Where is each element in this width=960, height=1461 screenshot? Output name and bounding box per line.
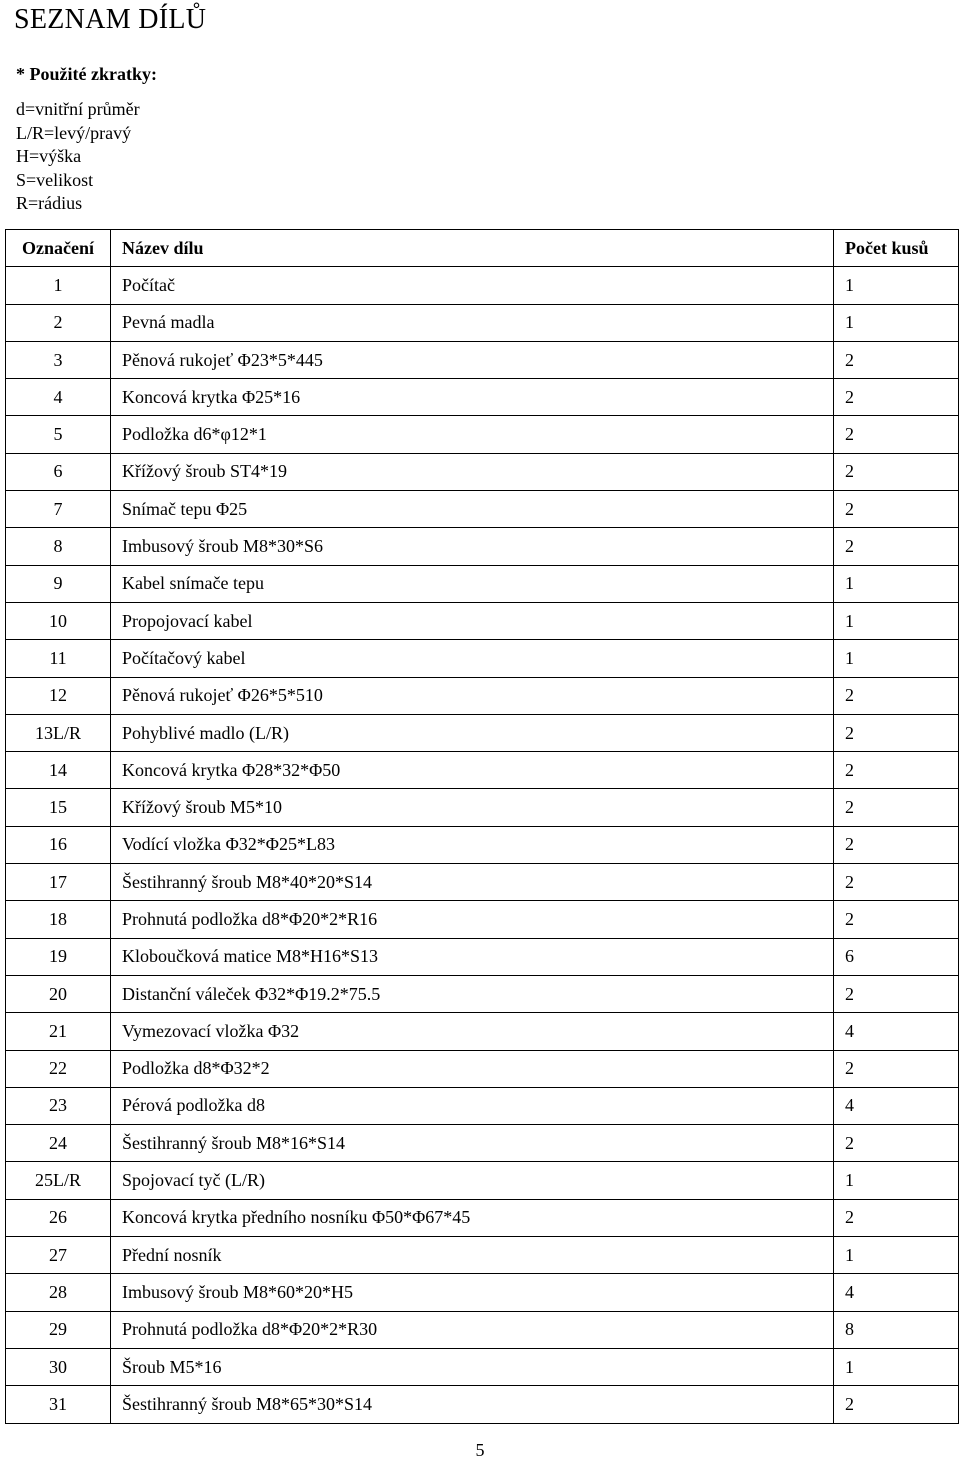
part-code-cell: 14 — [6, 752, 111, 789]
part-name-cell: Šroub M5*16 — [111, 1348, 834, 1385]
part-name-cell: Koncová krytka Φ28*32*Φ50 — [111, 752, 834, 789]
header-name: Název dílu — [111, 230, 834, 267]
part-code-cell: 8 — [6, 528, 111, 565]
part-name-cell: Pohyblivé madlo (L/R) — [111, 714, 834, 751]
part-qty-cell: 8 — [834, 1311, 959, 1348]
part-name-cell: Šestihranný šroub M8*16*S14 — [111, 1125, 834, 1162]
part-code-cell: 31 — [6, 1386, 111, 1423]
part-qty-cell: 2 — [834, 1125, 959, 1162]
part-code-cell: 24 — [6, 1125, 111, 1162]
table-row — [6, 714, 959, 751]
part-name-cell: Imbusový šroub M8*60*20*H5 — [111, 1274, 834, 1311]
part-code-cell: 23 — [6, 1087, 111, 1124]
table-row — [6, 267, 959, 304]
part-code-cell: 5 — [6, 416, 111, 453]
part-name-cell: Počítačový kabel — [111, 640, 834, 677]
part-code-cell: 12 — [6, 677, 111, 714]
part-name-cell: Pevná madla — [111, 304, 834, 341]
part-code-cell: 10 — [6, 602, 111, 639]
part-name-cell: Pérová podložka d8 — [111, 1087, 834, 1124]
part-code-cell: 25L/R — [6, 1162, 111, 1199]
table-row — [6, 1125, 959, 1162]
part-qty-cell: 2 — [834, 491, 959, 528]
abbreviation-item: d=vnitřní průměr — [16, 99, 140, 119]
part-qty-cell: 2 — [834, 864, 959, 901]
part-qty-cell: 4 — [834, 1087, 959, 1124]
part-name-cell: Kloboučková matice M8*H16*S13 — [111, 938, 834, 975]
part-name-cell: Propojovací kabel — [111, 602, 834, 639]
table-row — [6, 565, 959, 602]
part-code-cell: 4 — [6, 379, 111, 416]
part-qty-cell: 4 — [834, 1013, 959, 1050]
part-qty-cell: 2 — [834, 416, 959, 453]
part-name-cell: Distanční váleček Φ32*Φ19.2*75.5 — [111, 975, 834, 1012]
part-code-cell: 9 — [6, 565, 111, 602]
part-code-cell: 3 — [6, 341, 111, 378]
table-row — [6, 938, 959, 975]
abbreviation-item: R=rádius — [16, 193, 83, 214]
part-code-cell: 18 — [6, 901, 111, 938]
abbreviation-item: H=výška — [16, 146, 82, 167]
header-qty: Počet kusů — [834, 230, 959, 267]
table-row — [6, 1311, 959, 1348]
table-row — [6, 1087, 959, 1124]
part-code-cell: 30 — [6, 1348, 111, 1385]
table-row — [6, 1386, 959, 1423]
part-code-cell: 28 — [6, 1274, 111, 1311]
table-row — [6, 1199, 959, 1236]
part-name-cell: Snímač tepu Φ25 — [111, 491, 834, 528]
table-row — [6, 789, 959, 826]
part-qty-cell: 1 — [834, 1162, 959, 1199]
table-row — [6, 528, 959, 565]
part-qty-cell: 2 — [834, 975, 959, 1012]
part-code-cell: 20 — [6, 975, 111, 1012]
table-row — [6, 677, 959, 714]
table-row — [6, 453, 959, 490]
part-qty-cell: 1 — [834, 267, 959, 304]
part-name-cell: Prohnutá podložka d8*Φ20*2*R30 — [111, 1311, 834, 1348]
part-qty-cell: 2 — [834, 528, 959, 565]
table-row — [6, 1162, 959, 1199]
part-code-cell: 26 — [6, 1199, 111, 1236]
table-row — [6, 1237, 959, 1274]
part-qty-cell: 2 — [834, 1386, 959, 1423]
part-code-cell: 27 — [6, 1237, 111, 1274]
part-name-cell: Spojovací tyč (L/R) — [111, 1162, 834, 1199]
part-code-cell: 13L/R — [6, 714, 111, 751]
part-code-cell: 15 — [6, 789, 111, 826]
part-name-cell: Pěnová rukojeť Φ23*5*445 — [111, 341, 834, 378]
table-row — [6, 491, 959, 528]
table-row — [6, 975, 959, 1012]
part-qty-cell: 2 — [834, 341, 959, 378]
part-qty-cell: 2 — [834, 714, 959, 751]
part-qty-cell: 2 — [834, 1199, 959, 1236]
part-code-cell: 19 — [6, 938, 111, 975]
abbreviation-item: S=velikost — [16, 169, 94, 190]
part-code-cell: 7 — [6, 491, 111, 528]
table-row — [6, 640, 959, 677]
part-name-cell: Pěnová rukojeť Φ26*5*510 — [111, 677, 834, 714]
part-code-cell: 11 — [6, 640, 111, 677]
part-name-cell: Koncová krytka Φ25*16 — [111, 379, 834, 416]
header-code: Označení — [6, 230, 111, 267]
part-code-cell: 17 — [6, 864, 111, 901]
part-qty-cell: 1 — [834, 1237, 959, 1274]
table-row — [6, 341, 959, 378]
part-code-cell: 2 — [6, 304, 111, 341]
part-qty-cell: 1 — [834, 565, 959, 602]
table-row — [6, 752, 959, 789]
part-name-cell: Křížový šroub M5*10 — [111, 789, 834, 826]
part-name-cell: Šestihranný šroub M8*40*20*S14 — [111, 864, 834, 901]
abbreviations-list — [16, 98, 140, 216]
part-name-cell: Křížový šroub ST4*19 — [111, 453, 834, 490]
table-row — [6, 901, 959, 938]
table-row — [6, 1050, 959, 1087]
part-code-cell: 6 — [6, 453, 111, 490]
part-name-cell: Podložka d6*φ12*1 — [111, 416, 834, 453]
table-row — [6, 1013, 959, 1050]
part-name-cell: Přední nosník — [111, 1237, 834, 1274]
part-name-cell: Vodící vložka Φ32*Φ25*L83 — [111, 826, 834, 863]
part-name-cell: Prohnutá podložka d8*Φ20*2*R16 — [111, 901, 834, 938]
part-name-cell: Koncová krytka předního nosníku Φ50*Φ67*45 — [111, 1199, 834, 1236]
part-name-cell: Šestihranný šroub M8*65*30*S14 — [111, 1386, 834, 1423]
part-code-cell: 16 — [6, 826, 111, 863]
part-qty-cell: 2 — [834, 379, 959, 416]
part-qty-cell: 2 — [834, 826, 959, 863]
part-qty-cell: 2 — [834, 789, 959, 826]
part-qty-cell: 2 — [834, 453, 959, 490]
part-name-cell: Imbusový šroub M8*30*S6 — [111, 528, 834, 565]
abbreviation-item: L/R=levý/pravý — [16, 122, 132, 143]
table-row — [6, 864, 959, 901]
abbreviations-heading: * Použité zkratky: — [16, 64, 157, 84]
part-name-cell: Kabel snímače tepu — [111, 565, 834, 602]
parts-table-body — [6, 267, 959, 1423]
part-qty-cell: 2 — [834, 901, 959, 938]
part-code-cell: 1 — [6, 267, 111, 304]
table-row — [6, 416, 959, 453]
part-name-cell: Vymezovací vložka Φ32 — [111, 1013, 834, 1050]
part-name-cell: Počítač — [111, 267, 834, 304]
part-code-cell: 22 — [6, 1050, 111, 1087]
part-qty-cell: 1 — [834, 602, 959, 639]
table-row — [6, 379, 959, 416]
table-row — [6, 1348, 959, 1385]
parts-table — [5, 229, 959, 1424]
part-qty-cell: 1 — [834, 1348, 959, 1385]
part-qty-cell: 2 — [834, 752, 959, 789]
table-row — [6, 1274, 959, 1311]
table-header-row — [6, 230, 959, 267]
part-qty-cell: 1 — [834, 304, 959, 341]
part-code-cell: 21 — [6, 1013, 111, 1050]
table-row — [6, 826, 959, 863]
part-qty-cell: 1 — [834, 640, 959, 677]
part-qty-cell: 4 — [834, 1274, 959, 1311]
table-row — [6, 602, 959, 639]
page-number: 5 — [475, 1440, 485, 1460]
table-row — [6, 304, 959, 341]
part-qty-cell: 6 — [834, 938, 959, 975]
part-qty-cell: 2 — [834, 1050, 959, 1087]
part-name-cell: Podložka d8*Φ32*2 — [111, 1050, 834, 1087]
page-title: SEZNAM DÍLŮ — [14, 4, 207, 35]
part-qty-cell: 2 — [834, 677, 959, 714]
part-code-cell: 29 — [6, 1311, 111, 1348]
